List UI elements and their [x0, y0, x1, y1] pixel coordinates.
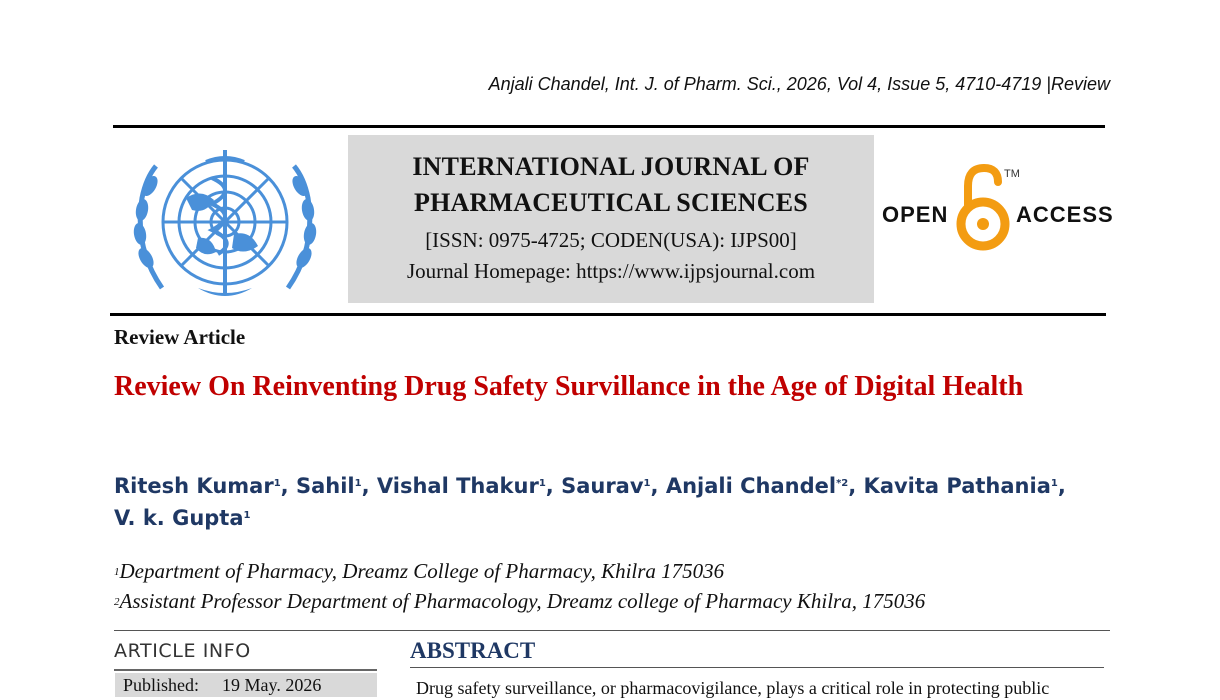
journal-name-line-1: INTERNATIONAL JOURNAL OF	[412, 152, 810, 181]
open-access-logo	[878, 162, 1114, 254]
author-name: Saurav	[561, 474, 644, 498]
running-header: Anjali Chandel, Int. J. of Pharm. Sci., 2026, Vol 4, Issue 5, 4710-4719 |Review	[488, 74, 1110, 94]
author-affiliation-mark: 1	[243, 510, 251, 521]
author-name: V. k. Gupta	[114, 506, 244, 530]
author-name: Ritesh Kumar	[114, 474, 274, 498]
published-row	[115, 673, 377, 697]
open-access-word-access: ACCESS	[1016, 202, 1114, 227]
abstract-heading: ABSTRACT	[410, 638, 536, 663]
author-affiliation-mark: 1	[1050, 478, 1058, 489]
abstract-text: Drug safety surveillance, or pharmacovigilance, plays a critical role in protecting public	[416, 678, 1050, 698]
author-affiliation-mark: 1	[273, 478, 281, 489]
journal-name-line-2: PHARMACEUTICAL SCIENCES	[414, 188, 808, 217]
journal-homepage: Journal Homepage: https://www.ijpsjournal.com	[406, 259, 816, 283]
article-title: Review On Reinventing Drug Safety Survillance in the Age of Digital Health	[114, 371, 1024, 402]
header-top-rule	[113, 125, 1105, 128]
affiliation-1: $^1$Department of Pharmacy, Dreamz College of Pharmacy, Khilra 175036	[114, 559, 725, 583]
published-date: 19 May. 2026	[222, 675, 322, 695]
author-name: Anjali Chandel	[665, 474, 837, 498]
author-list: Ritesh Kumar$^1$, Sahil$^1$, Vishal Thakur$^1$, Saurav$^1$, Anjali Chandel$^{*2}$, Kavita Pathania$^1$, V. k. Gupta$^1$	[114, 474, 1066, 530]
section-divider	[114, 630, 1110, 631]
article-info-heading: ARTICLE INFO	[114, 640, 251, 662]
author-affiliation-mark: 1	[643, 478, 651, 489]
abstract-rule	[410, 667, 1104, 668]
article-info-rule	[114, 669, 377, 671]
published-label: Published:	[123, 675, 200, 695]
affiliation-list	[114, 556, 925, 616]
united-nations-emblem-icon	[126, 138, 324, 306]
author-affiliation-mark: 1	[354, 478, 362, 489]
open-access-word-open: OPEN	[882, 202, 949, 227]
author-name: Sahil	[295, 474, 355, 498]
journal-issn: [ISSN: 0975-4725; CODEN(USA): IJPS00]	[425, 228, 797, 252]
journal-banner	[348, 135, 874, 303]
header-bottom-rule	[110, 313, 1106, 316]
author-name: Kavita Pathania	[863, 474, 1051, 498]
journal-name	[348, 149, 874, 221]
article-type: Review Article	[114, 325, 246, 349]
author-affiliation-mark: *2	[836, 478, 849, 489]
affiliation-2: $^2$Assistant Professor Department of Pharmacology, Dreamz college of Pharmacy Khilra, 175036	[114, 589, 926, 613]
author-name: Vishal Thakur	[376, 474, 539, 498]
trademark-mark: TM	[1004, 168, 1020, 180]
author-affiliation-mark: 1	[538, 478, 546, 489]
